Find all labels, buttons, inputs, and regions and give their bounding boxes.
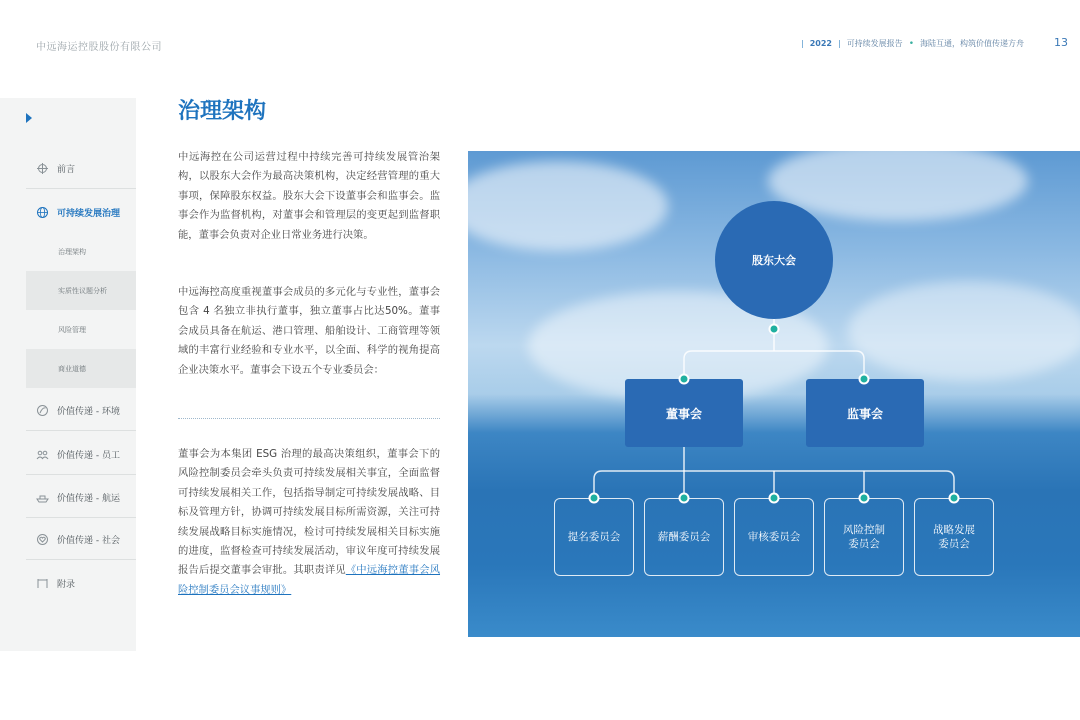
committee-remuneration: 薪酬委员会 (644, 498, 724, 576)
connector-node (859, 493, 870, 504)
sidebar-item-label: 前言 (57, 164, 76, 175)
report-slogan: 海陆互通，构筑价值传递方舟 (920, 39, 1024, 48)
sidebar-item-label: 价值传递 - 社会 (57, 535, 120, 546)
document-icon (36, 577, 49, 590)
connector-node (769, 324, 780, 335)
board-of-directors-node: 董事会 (625, 379, 743, 447)
sidebar-item-label: 价值传递 - 员工 (57, 450, 120, 461)
report-name: 可持续发展报告 (846, 39, 903, 48)
sidebar-item-environment[interactable] (26, 390, 136, 431)
subitem-risk-management[interactable]: 风险管理 (58, 325, 86, 334)
heart-globe-icon (36, 533, 49, 546)
page-number: 13 (1054, 36, 1068, 49)
bullet-icon: • (908, 38, 914, 49)
sidebar-item-label: 价值传递 - 航运 (57, 493, 120, 504)
committee-nomination: 提名委员会 (554, 498, 634, 576)
committee-audit: 审核委员会 (734, 498, 814, 576)
sidebar-item-label: 附录 (57, 579, 76, 590)
committee-risk-control: 风险控制 委员会 (824, 498, 904, 576)
sidebar-item-employees[interactable] (26, 434, 136, 475)
sidebar-item-label: 可持续发展治理 (57, 208, 121, 219)
connector-node (859, 374, 870, 385)
globe-icon (36, 206, 49, 219)
sidebar-item-shipping[interactable] (26, 477, 136, 518)
report-year: 2022 (809, 39, 832, 48)
paragraph-structure: 中远海控在公司运营过程中持续完善可持续发展管治架构，以股东大会作为最高决策机构，决定经营管理的重大事项，保障股东权益。股东大会下设董事会和监事会。监事会作为监督机构，对董事会和管理层的变更起到监督职能，董事会负责对企业日常业务进行决策。 (178, 151, 440, 241)
active-arrow-icon (26, 113, 32, 123)
ship-wheel-icon (36, 162, 49, 175)
paragraph-text: 董事会为本集团 ESG 治理的最高决策组织，董事会下的风险控制委员会牵头负责可持续发展相关事宜，全面监督可持续发展相关工作，包括指导制定可持续发展战略、目标及管理方针，协调可持续发展目标所需资源，关注可持续发展战略目标实施情况，检讨可持续发展相关目标实施的进度，监督检查可持续发展活动，审议年度可持续发展报告后提交董事会审批。其职责详见 (178, 448, 440, 577)
committee-strategy: 战略发展 委员会 (914, 498, 994, 576)
connector-node (949, 493, 960, 504)
subitem-business-ethics[interactable]: 商业道德 (26, 349, 136, 388)
divider (178, 418, 440, 419)
org-chart-panel (468, 151, 1080, 637)
sidebar-item-appendix[interactable] (26, 563, 136, 603)
subitem-materiality[interactable]: 实质性议题分析 (26, 271, 136, 310)
company-name: 中远海运控股股份有限公司 (36, 42, 162, 53)
sidebar-item-label: 价值传递 - 环境 (57, 406, 120, 417)
leaf-globe-icon (36, 404, 49, 417)
shareholders-meeting-node: 股东大会 (715, 201, 833, 319)
people-icon (36, 448, 49, 461)
connector-node (679, 493, 690, 504)
page-title: 治理架构 (178, 99, 267, 124)
ship-icon (36, 491, 49, 504)
sidebar-item-governance[interactable] (26, 192, 136, 232)
report-header: | 2022 | 可持续发展报告 • 海陆互通，构筑价值传递方舟 13 (801, 36, 1068, 49)
sidebar-item-preface[interactable] (26, 148, 136, 189)
connector-node (589, 493, 600, 504)
rules-link[interactable]: 《中远海控董事会风险控制委员会议事规则》 (178, 564, 441, 596)
supervisory-board-node: 监事会 (806, 379, 924, 447)
subitem-governance-structure[interactable]: 治理架构 (58, 247, 86, 256)
connector-node (679, 374, 690, 385)
connector-node (769, 493, 780, 504)
paragraph-board-diversity: 中远海控高度重视董事会成员的多元化与专业性，董事会包含 4 名独立非执行董事，独立董事占比达50%。董事会成员具备在航运、港口管理、船舶设计、工商管理等领域的丰富行业经验和专业水平，以全面、科学的视角提高企业决策水平。董事会下设五个专业委员会： (178, 286, 440, 376)
sidebar-item-society[interactable] (26, 519, 136, 560)
paragraph-esg-governance (178, 445, 440, 600)
